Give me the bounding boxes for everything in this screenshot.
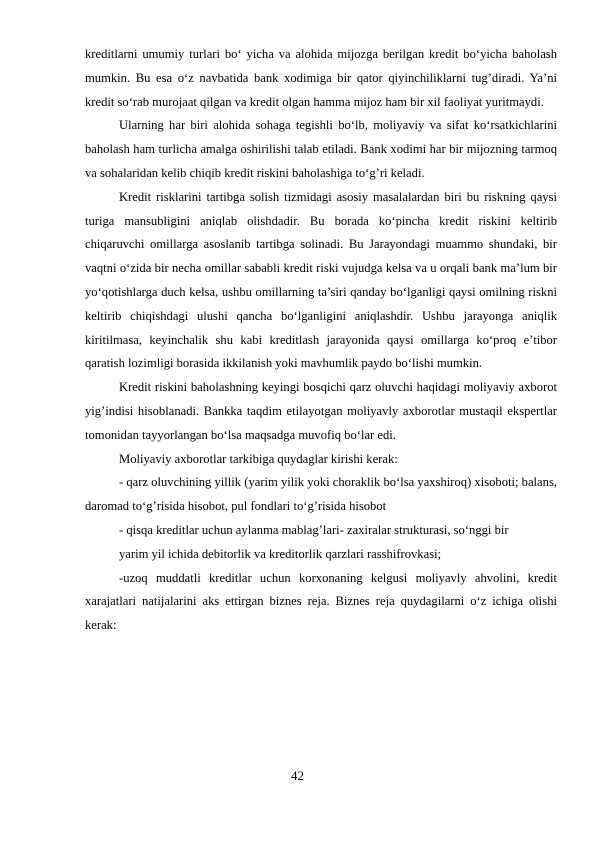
- paragraph-9: -uzoq muddatli kreditlar uchun korxonaning kelgusi moliyavly ahvolini, kredit xarajatlari natijalarini aks ettirgan biznes reja. Biznes reja quydagilarni o‘z ichiga olishi kerak:: [85, 570, 557, 633]
- paragraph-4: Kredit riskini baholashning keyingi bosqichi qarz oluvchi haqidagi moliyaviy axborot yig’indisi hisoblanadi. Bankka taqdim etilayotgan moliyavly axborotlar mustaqil ekspertlar tomonidan tayyorlangan bo‘lsa maqsadga muvofiq bo‘lar edi.: [85, 380, 557, 442]
- paragraph-5: Moliyaviy axborotlar tarkibiga quydaglar kirishi kerak:: [119, 451, 398, 466]
- paragraph-2: Ularning har biri alohida sohaga tegishli bo‘lb, moliyaviy va sifat ko‘rsatkichlarini baholash ham turlicha amalga oshirilishi talab etiladi. Bank xodimi har bir mijozning tarmoq va sohalaridan kelib chiqib kredit riskini baholashiga to‘g’ri keladi.: [85, 118, 557, 180]
- paragraph-8: yarim yil ichida debitorlik va kreditorlik qarzlari rasshifrovkasi;: [119, 546, 442, 561]
- page-number: 42: [291, 768, 304, 783]
- paragraph-7: - qisqa kreditlar uchun aylanma mablag’lari- zaxiralar strukturasi, so‘nggi bir: [119, 522, 509, 537]
- document-body: [85, 43, 557, 638]
- paragraph-3: Kredit risklarini tartibga solish tizmidagi asosiy masalalardan biri bu riskning qaysi turiga mansubligini aniqlab olishdadir. Bu borada ko‘pincha kredit riskini keltirib chiqaruvchi omillarga asoslanib tartibga solinadi. Bu Jarayondagi muammo shundaki, bir vaqtni o‘zida bir necha omillar sababli kredit riski vujudga kelsa va u orqali bank ma’lum bir yo‘qotishlarga duch kelsa, ushbu omillarning ta’siri qanday bo‘lganligi qaysi omilning riskni keltirib chiqishdagi ulushi qancha bo‘lganligini aniqlashdir. Ushbu jarayonga aniqlik kiritilmasa, keyinchalik shu kabi kreditlash jarayonida qaysi omillarga ko‘proq e’tibor qaratish lozimligi borasida ikkilanish yoki mavhumlik paydo bo‘lishi mumkin.: [85, 189, 557, 371]
- paragraph-1: kreditlarni umumiy turlari bo‘ yicha va alohida mijozga berilgan kredit bo‘yicha baholash mumkin. Bu esa o‘z navbatida bank xodimiga bir qator qiyinchiliklarni tug’diradi. Ya’ni kredit so‘rab murojaat qilgan va kredit olgan hamma mijoz ham bir xil faoliyat yuritmaydi.: [85, 47, 557, 109]
- paragraph-6: - qarz oluvchining yillik (yarim yilik yoki choraklik bo‘lsa yaxshiroq) xisoboti; balans, daromad to‘g’risida hisobot, pul fondlari to‘g’risida hisobot: [85, 475, 557, 514]
